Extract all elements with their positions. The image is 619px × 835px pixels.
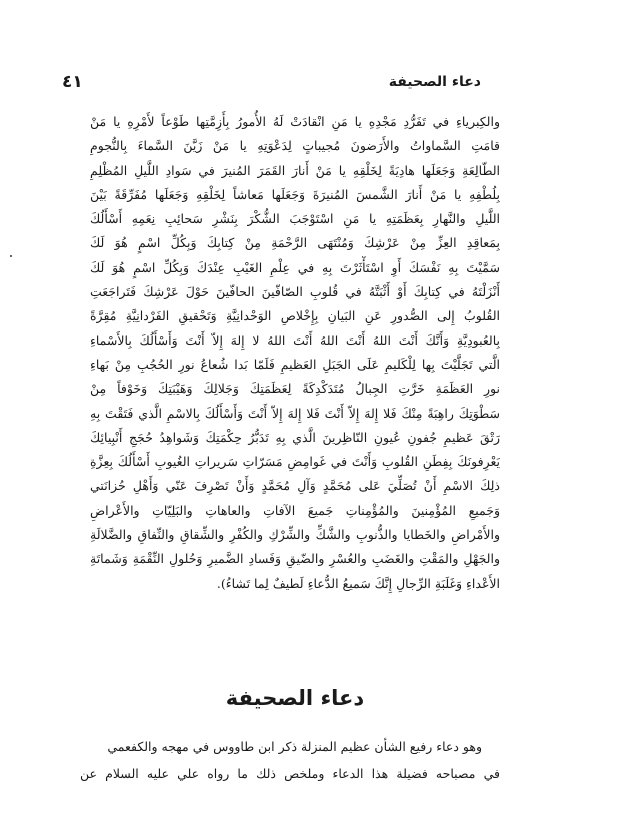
section-title: دعاء الصحيفة <box>225 686 365 710</box>
text-line: الطّالِعَةِ وَجَعَلَها هادِيَةً لِخَلْقِهِ يا مَنْ أَنارَ القَمَرَ المُنيرَ في سَوادِ اللَّيلِ المُظْلِمِ <box>90 162 500 178</box>
running-title: دعاء الصحيفة <box>388 74 481 90</box>
text-line: ذلِكَ الاسْمِ أَنْ تُصَلِّيَ عَلى مُحَمَّدٍ وَآلِ مُحَمَّدٍ وَأَنْ تَصْرِفَ عَنّي وَأَهْلِ حُزانَتي <box>90 478 500 494</box>
text-line: سَطْوَتِكَ راهِبَةً مِنْكَ فَلا إِلهَ إِلاّ أَنْتَ فَلا إِلهَ إِلاّ أَنْتَ وَأَسْأَلُكَ بِالاسْمِ الَّذي فَتَقْتَ بِهِ <box>90 405 500 421</box>
text-line: الَّتي تَجَلَّيْتَ بِها لِلْكَليمِ عَلَى الجَبَلِ العَظيمِ فَلَمّا بَدا شُعاعُ نورِ الحُجُبِ مِنْ بَهاءِ <box>90 356 500 372</box>
text-line: بِلُطْفِهِ يا مَنْ أَنارَ الشَّمسَ المُنيرَةَ وَجَعَلَها مَعاشاً لِخَلْقِهِ وَجَعَلَها مُفَرِّقَةً بَيْنَ <box>90 186 500 202</box>
text-line: بِمَعاقِدِ العِزِّ مِنْ عَرْشِكَ وَمُنْتَهَى الرَّحْمَةِ مِنْ كِتابِكَ وَبِكُلِّ اسْمٍ هُوَ لَكَ <box>90 235 500 251</box>
text-line: اللَّيلِ والنَّهارِ بِعَظَمَتِهِ يا مَنِ اسْتَوْجَبَ الشُّكْرَ بِنَشْرِ سَحائِبِ نِعَمِهِ أَسْأَلُكَ <box>90 211 500 227</box>
text-line-last: الأَعْداءِ وَغَلَبَةِ الرِّجالِ إِنَّكَ سَميعُ الدُّعاءِ لَطيفٌ لِما تَشاءُ). <box>216 575 500 591</box>
page-header <box>62 72 481 96</box>
text-line: أَنْزَلْتَهُ في كِتابِكَ أَوْ أَثْبَتَّهُ في قُلوبِ الصّافّينَ الحافّينَ حَوْلَ عَرْشِكَ فَتَراجَعَتِ <box>90 284 500 300</box>
commentary-line: في مصباحه فضيلة هذا الدعاء وملخص ذلك ما رواه علي عليه السلام عن <box>80 766 500 781</box>
text-line: قامَتِ السَّماواتُ والأَرَضونَ مُجيباتٍ لِدَعْوَتِهِ يا مَنْ زَيَّنَ السَّماءَ بِالنُّجومِ <box>90 138 500 154</box>
text-line: والكِبرياءِ في تَفَرُّدِ مَجْدِهِ يا مَنِ انْقادَتْ لَهُ الأُمورُ بِأَزِمَّتِها طَوْعاً لأَمْرِهِ يا مَنْ <box>90 114 500 129</box>
text-line: رَتْقَ عَظيمِ جُفونِ عُيونِ النّاظِرينَ الَّذي بِهِ تَدَبُّرُ حِكْمَتِكَ وَشَواهِدُ حُجَجِ أَنْبِيائِكَ <box>90 429 500 445</box>
commentary-line: وهو دعاء رفيع الشأن عظيم المنزلة ذكر ابن طاووس في مهجه والكفعمي <box>107 739 482 754</box>
prayer-text <box>90 110 500 596</box>
text-line: بِالعُبودِيَّةِ وَأَنَّكَ أَنْتَ اللهُ أَنْتَ اللهُ أَنْتَ اللهُ لا إِلهَ إِلاّ أَنْتَ وَأَسْأَلُكَ بِالأَسْماءِ <box>90 332 500 348</box>
margin-mark <box>10 255 12 257</box>
commentary-text <box>80 733 500 787</box>
text-line: القُلوبُ إِلى الصُّدورِ عَنِ البَيانِ بِإِخْلاصِ الوَحْدانِيَّةِ وَتَحْقيقِ الفَرْدانِيَّةِ مُقِرَّةً <box>90 308 500 324</box>
text-line: نورِ العَظَمَةِ خَرَّتِ الجِبالُ مُتَدَكْدِكَةً لِعَظَمَتِكَ وَجَلالِكَ وَهَيْبَتِكَ وَخَوْفاً مِنْ <box>90 381 500 397</box>
text-line: يَعْرِفونَكَ بِفِطَنِ القُلوبِ وَأَنْتَ في غَوامِضِ مَسَرّاتِ سَريراتِ الغُيوبِ أَسْأَلُكَ بِعِزَّةِ <box>90 454 500 470</box>
text-line: وَجَميعِ المُؤْمِنينَ والمُؤْمِناتِ جَميعَ الآفاتِ والعاهاتِ والبَلِيّاتِ والأَعْراضِ <box>90 502 500 518</box>
text-line: والأَمْراضِ والخَطايا والذُّنوبِ والشَّكِّ والشِّرْكِ والكُفْرِ والشِّقاقِ والنِّفاقِ والضَّلالَةِ <box>90 527 500 543</box>
page-number: ٤١ <box>62 72 83 92</box>
text-line: والجَهْلِ والمَقْتِ والغَضَبِ والعُسْرِ والضّيقِ وَفَسادِ الضَّميرِ وَحُلولِ النِّقْمَةِ وَشَماتَةِ <box>90 551 500 567</box>
text-line: سَمَّيْتَ بِهِ نَفْسَكَ أَوِ اسْتَأْثَرْتَ بِهِ في عِلْمِ الغَيْبِ عِنْدَكَ وَبِكُلِّ اسْمٍ هُوَ لَكَ <box>90 259 500 275</box>
